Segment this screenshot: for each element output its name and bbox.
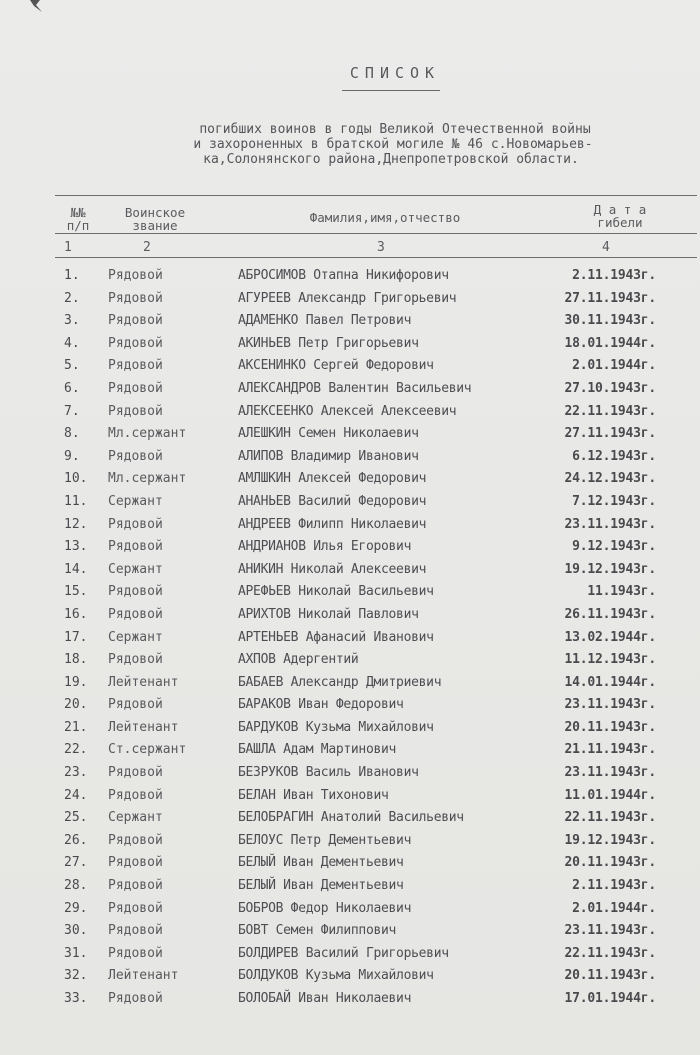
row-name: БЕЛЫЙ Иван Дементьевич [238, 878, 404, 894]
row-date: 18.01.1944г. [564, 335, 656, 351]
header-name: Фамилия,имя,отчество [309, 210, 461, 225]
row-date: 20.11.1943г. [564, 968, 656, 984]
row-name: АКИНЬЕВ Петр Григорьевич [238, 335, 419, 351]
row-date: 6.12.1943г. [572, 448, 656, 464]
row-number: 4. [64, 335, 80, 351]
row-date: 23.11.1943г. [564, 765, 656, 781]
row-date: 23.11.1943г. [564, 923, 656, 939]
row-date: 27.10.1943г. [564, 380, 656, 396]
row-number: 18. [64, 652, 88, 668]
list-row [0, 310, 700, 333]
row-rank: Рядовой [108, 652, 163, 668]
row-name: АНДРИАНОВ Илья Егорович [238, 539, 412, 555]
row-rank: Лейтенант [108, 968, 179, 984]
row-number: 23. [64, 765, 88, 781]
row-rank: Рядовой [108, 516, 163, 532]
list-row [0, 491, 700, 514]
row-rank: Рядовой [108, 991, 163, 1006]
row-rank: Рядовой [108, 697, 163, 713]
list-row [0, 468, 700, 491]
row-rank: Рядовой [108, 855, 163, 871]
row-name: АМЛШКИН Алексей Федорович [238, 471, 427, 487]
list-row [0, 943, 700, 966]
row-number: 20. [64, 697, 88, 713]
row-number: 10. [64, 471, 88, 487]
subtitle-line-2: и захороненных в братской могиле № 46 с.Новомарьев- [193, 137, 593, 152]
row-rank: Лейтенант [108, 674, 179, 690]
row-name: АНАНЬЕВ Василий Федорович [238, 493, 427, 509]
row-rank: Рядовой [108, 358, 163, 374]
row-name: БОЛДУКОВ Кузьма Михайлович [238, 968, 434, 984]
row-date: 22.11.1943г. [564, 810, 656, 826]
list-row [0, 559, 700, 582]
row-number: 14. [64, 561, 88, 577]
table-top-rule [55, 195, 697, 196]
row-number: 21. [64, 719, 88, 735]
row-date: 19.12.1943г. [564, 832, 656, 848]
row-date: 19.12.1943г. [564, 561, 656, 577]
row-name: БЕЗРУКОВ Василь Иванович [238, 765, 419, 781]
row-rank: Сержант [108, 629, 163, 645]
row-name: АЛИПОВ Владимир Иванович [238, 448, 419, 464]
row-date: 2.11.1943г. [572, 878, 656, 894]
row-number: 5. [64, 358, 80, 374]
row-date: 27.11.1943г. [564, 290, 656, 306]
subtitle-line-3: ка,Солонянского района,Днепропетровской области. [203, 152, 579, 167]
row-number: 17. [64, 629, 88, 645]
row-number: 12. [64, 516, 88, 532]
list-row [0, 988, 700, 1011]
row-number: 28. [64, 878, 88, 894]
list-row [0, 898, 700, 921]
list-row [0, 333, 700, 356]
row-name: АДАМЕНКО Павел Петрович [238, 313, 412, 329]
torn-corner-mark [30, 0, 44, 14]
list-row [0, 807, 700, 830]
column-number-3: 3 [377, 240, 385, 255]
list-row [0, 536, 700, 559]
row-number: 6. [64, 380, 80, 396]
list-row [0, 875, 700, 898]
row-number: 25. [64, 810, 88, 826]
row-rank: Рядовой [108, 380, 163, 396]
row-date: 26.11.1943г. [564, 606, 656, 622]
list-row [0, 965, 700, 988]
row-name: БАРАКОВ Иван Федорович [238, 697, 404, 713]
row-name: БАШЛА Адам Мартинович [238, 742, 397, 758]
list-row [0, 401, 700, 424]
row-date: 23.11.1943г. [564, 697, 656, 713]
row-name: БЕЛОБРАГИН Анатолий Васильевич [238, 810, 464, 826]
row-number: 33. [64, 991, 88, 1006]
row-number: 1. [64, 268, 80, 283]
list-row [0, 672, 700, 695]
row-date: 2.01.1944г. [572, 900, 656, 916]
row-name: АЛЕШКИН Семен Николаевич [238, 426, 419, 442]
row-name: АНДРЕЕВ Филипп Николаевич [238, 516, 427, 532]
row-name: АРЕФЬЕВ Николай Васильевич [238, 584, 434, 600]
row-date: 13.02.1944г. [564, 629, 656, 645]
row-name: АНИКИН Николай Алексеевич [238, 561, 427, 577]
row-name: АРТЕНЬЕВ Афанасий Иванович [238, 629, 434, 645]
row-number: 26. [64, 832, 88, 848]
row-date: 30.11.1943г. [564, 313, 656, 329]
row-date: 22.11.1943г. [564, 403, 656, 419]
list-row [0, 785, 700, 808]
subtitle-line-1: погибших воинов в годы Великой Отечественной войны [199, 122, 591, 137]
list-row [0, 852, 700, 875]
row-number: 24. [64, 787, 88, 803]
row-date: 17.01.1944г. [564, 991, 656, 1006]
column-number-2: 2 [143, 240, 151, 255]
list-row [0, 762, 700, 785]
row-date: 2.01.1944г. [572, 358, 656, 374]
row-rank: Рядовой [108, 832, 163, 848]
list-row [0, 581, 700, 604]
row-rank: Рядовой [108, 787, 163, 803]
row-number: 27. [64, 855, 88, 871]
row-date: 20.11.1943г. [564, 719, 656, 735]
row-name: БОВТ Семен Филиппович [238, 923, 397, 939]
row-date: 14.01.1944г. [564, 674, 656, 690]
row-name: БАБАЕВ Александр Дмитриевич [238, 674, 442, 690]
row-rank: Рядовой [108, 584, 163, 600]
list-row [0, 604, 700, 627]
row-name: БОЛОБАЙ Иван Николаевич [238, 991, 412, 1006]
soldier-list [0, 265, 700, 1011]
row-date: 9.12.1943г. [572, 539, 656, 555]
row-number: 2. [64, 290, 80, 306]
row-rank: Рядовой [108, 539, 163, 555]
row-name: АБРОСИМОВ Отапна Никифорович [238, 268, 449, 283]
row-number: 13. [64, 539, 88, 555]
row-number: 16. [64, 606, 88, 622]
row-rank: Рядовой [108, 403, 163, 419]
row-number: 3. [64, 313, 80, 329]
header-number: №№ п/п [66, 205, 90, 233]
row-name: АЛЕКСЕЕНКО Алексей Алексеевич [238, 403, 457, 419]
row-number: 7. [64, 403, 80, 419]
row-name: АХПОВ Адергентий [238, 652, 359, 668]
row-date: 2.11.1943г. [572, 268, 656, 283]
column-number-rule [55, 257, 697, 258]
row-rank: Рядовой [108, 923, 163, 939]
row-number: 32. [64, 968, 88, 984]
list-row [0, 378, 700, 401]
row-number: 30. [64, 923, 88, 939]
row-rank: Рядовой [108, 606, 163, 622]
row-rank: Сержант [108, 810, 163, 826]
row-name: БАРДУКОВ Кузьма Михайлович [238, 719, 434, 735]
list-row [0, 265, 700, 288]
list-row [0, 423, 700, 446]
row-date: 27.11.1943г. [564, 426, 656, 442]
row-date: 11.01.1944г. [564, 787, 656, 803]
row-rank: Рядовой [108, 945, 163, 961]
column-number-4: 4 [602, 240, 610, 255]
row-date: 7.12.1943г. [572, 493, 656, 509]
row-rank: Сержант [108, 493, 163, 509]
list-row [0, 627, 700, 650]
row-rank: Мл.сержант [108, 426, 187, 442]
row-name: АЛЕКСАНДРОВ Валентин Васильевич [238, 380, 472, 396]
row-number: 11. [64, 493, 88, 509]
row-date: 24.12.1943г. [564, 471, 656, 487]
list-row [0, 514, 700, 537]
row-rank: Рядовой [108, 290, 163, 306]
row-rank: Рядовой [108, 313, 163, 329]
list-row [0, 355, 700, 378]
row-number: 22. [64, 742, 88, 758]
row-rank: Рядовой [108, 765, 163, 781]
row-date: 11.12.1943г. [564, 652, 656, 668]
row-date: 11.1943г. [587, 584, 656, 600]
row-name: АРИХТОВ Николай Павлович [238, 606, 419, 622]
row-rank: Рядовой [108, 448, 163, 464]
list-row [0, 694, 700, 717]
row-date: 21.11.1943г. [564, 742, 656, 758]
row-rank: Мл.сержант [108, 471, 187, 487]
row-name: БОБРОВ Федор Николаевич [238, 900, 412, 916]
row-name: БЕЛАН Иван Тихонович [238, 787, 389, 803]
row-rank: Рядовой [108, 900, 163, 916]
row-date: 20.11.1943г. [564, 855, 656, 871]
row-name: БОЛДИРЕВ Василий Григорьевич [238, 945, 449, 961]
list-row [0, 830, 700, 853]
list-row [0, 739, 700, 762]
row-date: 22.11.1943г. [564, 945, 656, 961]
row-rank: Лейтенант [108, 719, 179, 735]
row-rank: Рядовой [108, 335, 163, 351]
row-number: 8. [64, 426, 80, 442]
row-rank: Сержант [108, 561, 163, 577]
row-rank: Ст.сержант [108, 742, 187, 758]
row-rank: Рядовой [108, 268, 163, 283]
row-name: АГУРЕЕВ Александр Григорьевич [238, 290, 457, 306]
list-row [0, 717, 700, 740]
row-number: 19. [64, 674, 88, 690]
row-number: 15. [64, 584, 88, 600]
title-underline [342, 90, 440, 91]
document-title: СПИСОК [349, 64, 441, 82]
header-rank: Воинское звание [124, 205, 186, 233]
header-divider-rule [55, 233, 697, 234]
header-date: Д а т а гибели [593, 202, 647, 230]
row-number: 29. [64, 900, 88, 916]
row-name: БЕЛЫЙ Иван Дементьевич [238, 855, 404, 871]
row-number: 9. [64, 448, 80, 464]
list-row [0, 288, 700, 311]
row-name: АКСЕНИНКО Сергей Федорович [238, 358, 434, 374]
row-name: БЕЛОУС Петр Дементьевич [238, 832, 412, 848]
column-number-1: 1 [64, 240, 72, 255]
list-row [0, 649, 700, 672]
list-row [0, 446, 700, 469]
row-rank: Рядовой [108, 878, 163, 894]
list-row [0, 920, 700, 943]
row-number: 31. [64, 945, 88, 961]
row-date: 23.11.1943г. [564, 516, 656, 532]
